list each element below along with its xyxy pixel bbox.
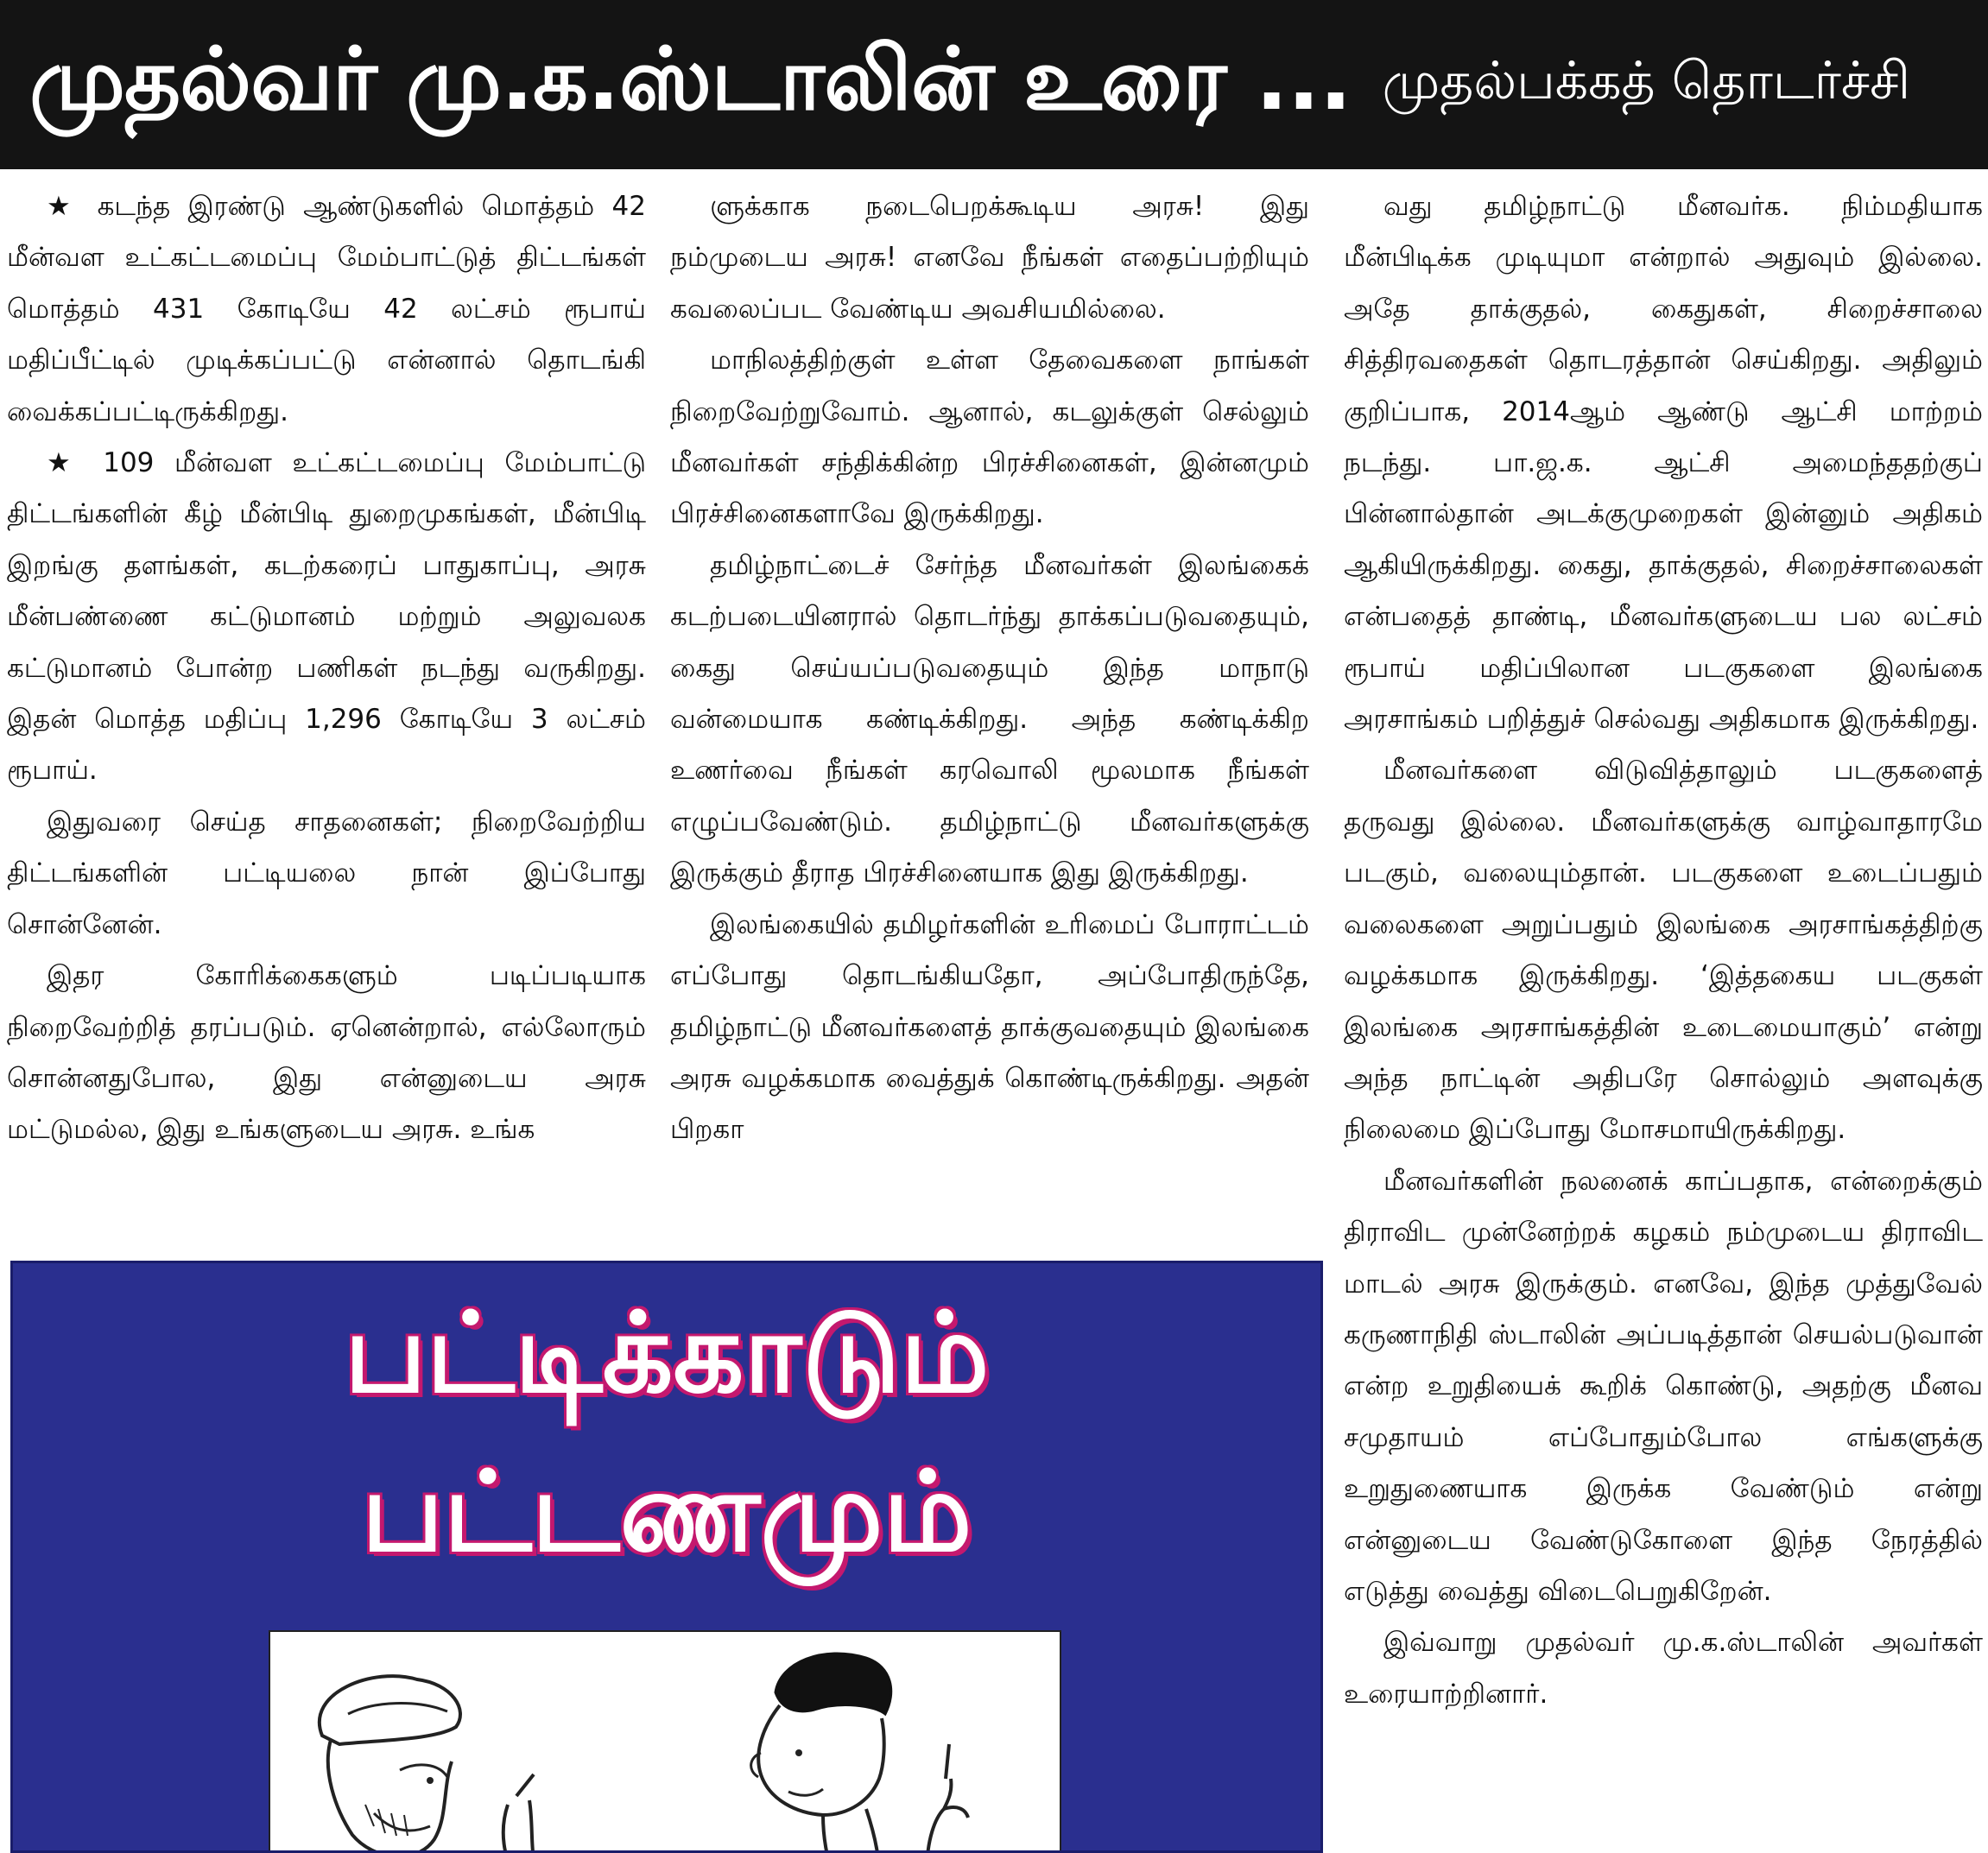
paragraph: இதுவரை செய்த சாதனைகள்; நிறைவேற்றிய திட்டங்களின் பட்டியலை நான் இப்போது சொன்னேன். <box>7 806 646 940</box>
paragraph: தமிழ்நாட்டைச் சேர்ந்த மீனவர்கள் இலங்கைக் கடற்படையினரால் தொடர்ந்து தாக்கப்படுவதையும், கைது செய்யப்படுவதையும் இந்த மாநாடு வன்மையாக கண்டிக்கிறது. அந்த கண்டிக்கிற உணர்வை நீங்கள் கரவொலி மூலமாக நீங்கள் எழுப்பவேண்டும். தமிழ்நாட்டு மீனவர்களுக்கு இருக்கும் தீராத பிரச்சினையாக இது இருக்கிறது. <box>670 549 1309 889</box>
cartoon-illustration <box>269 1630 1061 1853</box>
article-column-1 <box>7 181 646 1235</box>
paragraph: இதர கோரிக்கைகளும் படிப்படியாக நிறைவேற்றித் தரப்படும். ஏனென்றால், எல்லோரும் சொன்னதுபோல, இது என்னுடைய அரசு மட்டுமல்ல, இது உங்களுடைய அரசு. உங்க <box>7 960 646 1146</box>
article-column-3 <box>1344 181 1983 1848</box>
paragraph: ளுக்காக நடைபெறக்கூடிய அரசு! இது நம்முடைய அரசு! எனவே நீங்கள் எதைப்பற்றியும் கவலைப்பட வேண்டிய அவசியமில்லை. <box>670 191 1309 325</box>
paragraph: மாநிலத்திற்குள் உள்ள தேவைகளை நாங்கள் நிறைவேற்றுவோம். ஆனால், கடலுக்குள் செல்லும் மீனவர்கள் சந்திக்கின்ற பிரச்சினைகள், இன்னமும் பிரச்சினைகளாவே இருக்கிறது. <box>670 345 1309 530</box>
feature-title-line1: பட்டிக்காடும் <box>344 1289 990 1418</box>
paragraph: வது தமிழ்நாட்டு மீனவர்க. நிம்மதியாக மீன்பிடிக்க முடியுமா என்றால் அதுவும் இல்லை. அதே தாக்குதல், கைதுகள், சிறைச்சாலை சித்திரவதைகள் தொடரத்தான் செய்கிறது. அதிலும் குறிப்பாக, 2014ஆம் ஆண்டு ஆட்சி மாற்றம் நடந்து. பா.ஜ.க. ஆட்சி அமைந்ததற்குப் பின்னால்தான் அடக்குமுறைகள் இன்னும் அதிகம் ஆகியிருக்கிறது. கைது, தாக்குதல், சிறைச்சாலைகள் என்பதைத் தாண்டி, மீனவர்களுடைய பல லட்சம் ரூபாய் மதிப்பிலான படகுகளை இலங்கை அரசாங்கம் பறித்துச் செல்வது அதிகமாக இருக்கிறது. <box>1344 191 1983 736</box>
article-column-2 <box>670 181 1309 1235</box>
paragraph: மீனவர்களை விடுவித்தாலும் படகுகளைத் தருவது இல்லை. மீனவர்களுக்கு வாழ்வாதாரமே படகும், வலையும்தான். படகுகளை உடைப்பதும் வலைகளை அறுப்பதும் இலங்கை அரசாங்கத்திற்கு வழக்கமாக இருக்கிறது. ‘இத்தகைய படகுகள் இலங்கை அரசாங்கத்தின் உடைமையாகும்’ என்று அந்த நாட்டின் அதிபரே சொல்லும் அளவுக்கு நிலைமை இப்போது மோசமாயிருக்கிறது. <box>1344 755 1983 1146</box>
feature-title-line2: பட்டணமும் <box>361 1448 972 1577</box>
feature-box <box>10 1261 1323 1853</box>
headline-main: முதல்வர் மு.க.ஸ்டாலின் உரை ... <box>29 28 1352 130</box>
cartoon-drawing <box>270 1632 1060 1853</box>
paragraph: இலங்கையில் தமிழர்களின் உரிமைப் போராட்டம் எப்போது தொடங்கியதோ, அப்போதிருந்தே, தமிழ்நாட்டு மீனவர்களைத் தாக்குவதையும் இலங்கை அரசு வழக்கமாக வைத்துக் கொண்டிருக்கிறது. அதன் பிறகா <box>670 908 1309 1146</box>
paragraph: இவ்வாறு முதல்வர் மு.க.ஸ்டாலின் அவர்கள் உரையாற்றினார். <box>1344 1627 1983 1710</box>
headline-sub: முதல்பக்கத் தொடர்ச்சி <box>1382 51 1911 111</box>
paragraph: மீனவர்களின் நலனைக் காப்பதாக, என்றைக்கும் திராவிட முன்னேற்றக் கழகம் நம்முடைய திராவிட மாடல் அரசு இருக்கும். எனவே, இந்த முத்துவேல் கருணாநிதி ஸ்டாலின் அப்படித்தான் செயல்படுவான் என்ற உறுதியைக் கூறிக் கொண்டு, அதற்கு மீனவ சமுதாயம் எப்போதும்போல எங்களுக்கு உறுதுணையாக இருக்க வேண்டும் என்று என்னுடைய வேண்டுகோளை இந்த நேரத்தில் எடுத்து வைத்து விடைபெறுகிறேன். <box>1344 1165 1983 1607</box>
paragraph: ★ கடந்த இரண்டு ஆண்டுகளில் மொத்தம் 42 மீன்வள உட்கட்டமைப்பு மேம்பாட்டுத் திட்டங்கள் மொத்தம் 431 கோடியே 42 லட்சம் ரூபாய் மதிப்பீட்டில் முடிக்கப்பட்டு என்னால் தொடங்கி வைக்கப்பட்டிருக்கிறது. <box>7 191 646 427</box>
paragraph: ★ 109 மீன்வள உட்கட்டமைப்பு மேம்பாட்டு திட்டங்களின் கீழ் மீன்பிடி துறைமுகங்கள், மீன்பிடி இறங்கு தளங்கள், கடற்கரைப் பாதுகாப்பு, அரசு மீன்பண்ணை கட்டுமானம் மற்றும் அலுவலக கட்டுமானம் போன்ற பணிகள் நடந்து வருகிறது. இதன் மொத்த மதிப்பு 1,296 கோடியே 3 லட்சம் ரூபாய். <box>7 447 646 787</box>
headline-bar <box>0 0 1988 169</box>
